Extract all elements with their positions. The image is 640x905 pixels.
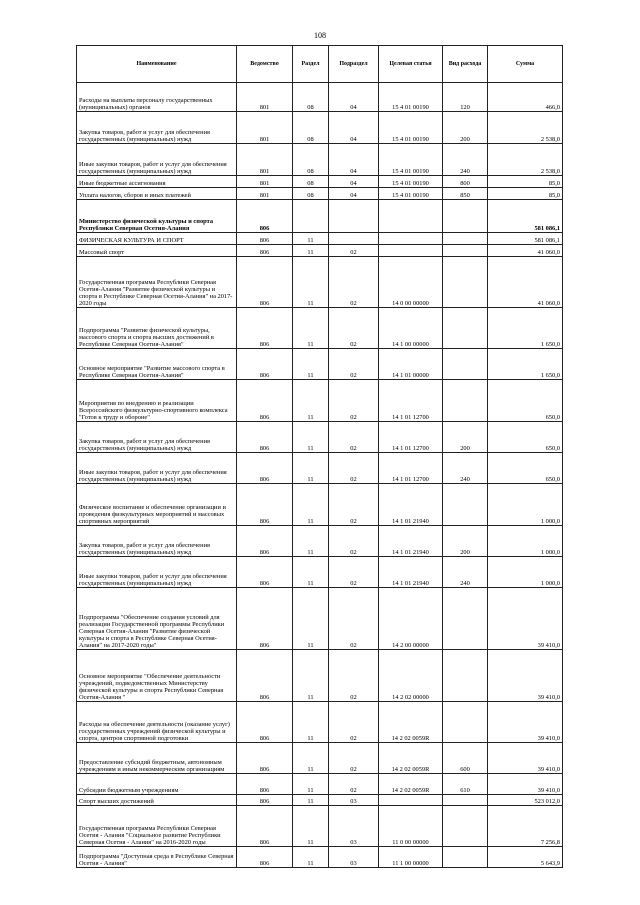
cell-section: 11 xyxy=(293,795,329,806)
cell-amount: 39 410,0 xyxy=(488,743,563,774)
cell-name: Основное мероприятие "Развитие массового спорта в Республике Северная Осетия-Алания" xyxy=(77,349,237,380)
cell-department: 801 xyxy=(237,112,293,144)
cell-section: 11 xyxy=(293,702,329,743)
cell-section: 08 xyxy=(293,188,329,200)
cell-name: Спорт высших достижений xyxy=(77,795,237,806)
cell-department: 806 xyxy=(237,806,293,847)
table-row xyxy=(77,380,563,422)
cell-expense-type: 240 xyxy=(443,557,488,588)
cell-section xyxy=(293,200,329,233)
cell-expense-type xyxy=(443,650,488,702)
budget-table xyxy=(76,45,563,868)
column-header-target-item: Целевая статья xyxy=(379,46,443,83)
cell-section: 11 xyxy=(293,349,329,380)
table-row xyxy=(77,795,563,806)
cell-department: 806 xyxy=(237,702,293,743)
cell-amount: 39 410,0 xyxy=(488,702,563,743)
cell-subsection: 02 xyxy=(329,380,379,422)
cell-target-item: 14 2 02 0059R xyxy=(379,702,443,743)
cell-name: Подпрограмма "Развитие физической культуры, массового спорта и спорта высших достижений в Республике Северная Осетия-Алания" xyxy=(77,308,237,349)
cell-section: 11 xyxy=(293,422,329,453)
cell-name: Министерство физической культуры и спорта Республики Северная Осетия-Алания xyxy=(77,200,237,233)
cell-amount: 7 256,8 xyxy=(488,806,563,847)
cell-department: 806 xyxy=(237,233,293,245)
cell-subsection xyxy=(329,200,379,233)
table-row xyxy=(77,484,563,526)
cell-target-item: 14 1 01 12700 xyxy=(379,380,443,422)
cell-subsection: 03 xyxy=(329,806,379,847)
cell-expense-type xyxy=(443,847,488,868)
table-row xyxy=(77,176,563,188)
cell-target-item: 14 1 01 12700 xyxy=(379,453,443,484)
cell-amount: 650,0 xyxy=(488,422,563,453)
cell-department: 806 xyxy=(237,380,293,422)
table-row xyxy=(77,526,563,557)
table-row xyxy=(77,650,563,702)
table-row xyxy=(77,743,563,774)
cell-section: 11 xyxy=(293,484,329,526)
cell-amount: 650,0 xyxy=(488,380,563,422)
cell-subsection: 02 xyxy=(329,526,379,557)
cell-target-item: 11 1 00 00000 xyxy=(379,847,443,868)
cell-expense-type xyxy=(443,484,488,526)
cell-section: 11 xyxy=(293,526,329,557)
cell-name: Иные закупки товаров, работ и услуг для обеспечения государственных (муниципальных) нужд xyxy=(77,557,237,588)
cell-target-item: 14 2 02 0059R xyxy=(379,774,443,795)
table-header-row xyxy=(77,46,563,83)
cell-expense-type xyxy=(443,308,488,349)
cell-section: 11 xyxy=(293,380,329,422)
cell-target-item: 14 0 00 00000 xyxy=(379,257,443,308)
cell-department: 806 xyxy=(237,308,293,349)
table-row xyxy=(77,422,563,453)
table-row xyxy=(77,233,563,245)
cell-expense-type xyxy=(443,233,488,245)
cell-amount: 1 650,0 xyxy=(488,308,563,349)
cell-target-item: 14 1 01 21940 xyxy=(379,557,443,588)
cell-department: 801 xyxy=(237,83,293,112)
cell-expense-type: 200 xyxy=(443,112,488,144)
cell-section: 08 xyxy=(293,176,329,188)
cell-department: 806 xyxy=(237,422,293,453)
cell-name: Закупка товаров, работ и услуг для обеспечения государственных (муниципальных) нужд xyxy=(77,112,237,144)
cell-name: Иные бюджетные ассигнования xyxy=(77,176,237,188)
column-header-expense-type: Вид расхода xyxy=(443,46,488,83)
cell-department: 806 xyxy=(237,557,293,588)
cell-department: 801 xyxy=(237,144,293,176)
cell-section: 08 xyxy=(293,112,329,144)
cell-expense-type xyxy=(443,702,488,743)
cell-subsection: 02 xyxy=(329,774,379,795)
cell-section: 11 xyxy=(293,806,329,847)
cell-subsection: 02 xyxy=(329,308,379,349)
cell-name: Государственная программа Республики Северная Осетия - Алания "Социальное развитие Республики Северная Осетия - Алания" на 2016-2020 годы xyxy=(77,806,237,847)
cell-name: Иные закупки товаров, работ и услуг для обеспечения государственных (муниципальных) нужд xyxy=(77,144,237,176)
cell-target-item: 14 1 01 21940 xyxy=(379,526,443,557)
column-header-subsection: Подраздел xyxy=(329,46,379,83)
cell-subsection: 02 xyxy=(329,650,379,702)
cell-subsection: 04 xyxy=(329,176,379,188)
cell-department: 806 xyxy=(237,847,293,868)
cell-expense-type: 200 xyxy=(443,526,488,557)
cell-name: Закупка товаров, работ и услуг для обеспечения государственных (муниципальных) нужд xyxy=(77,526,237,557)
cell-amount: 39 410,0 xyxy=(488,774,563,795)
cell-department: 806 xyxy=(237,743,293,774)
cell-name: ФИЗИЧЕСКАЯ КУЛЬТУРА И СПОРТ xyxy=(77,233,237,245)
cell-amount: 41 060,0 xyxy=(488,257,563,308)
cell-amount: 1 650,0 xyxy=(488,349,563,380)
cell-target-item: 15 4 01 00190 xyxy=(379,144,443,176)
table-row xyxy=(77,349,563,380)
cell-subsection: 02 xyxy=(329,743,379,774)
cell-section: 11 xyxy=(293,774,329,795)
cell-section: 11 xyxy=(293,245,329,257)
cell-section: 11 xyxy=(293,308,329,349)
cell-section: 11 xyxy=(293,453,329,484)
column-header-section: Раздел xyxy=(293,46,329,83)
cell-expense-type xyxy=(443,257,488,308)
cell-target-item xyxy=(379,245,443,257)
cell-name: Физическое воспитание и обеспечение организации и проведения физкультурных мероприятий и массовых спортивных мероприятий xyxy=(77,484,237,526)
cell-target-item: 14 1 01 12700 xyxy=(379,422,443,453)
cell-subsection: 02 xyxy=(329,588,379,650)
table-row xyxy=(77,557,563,588)
cell-name: Расходы на обеспечение деятельности (оказание услуг) государственных учреждений физической культуры и спорта, центров спортивной подготовки xyxy=(77,702,237,743)
cell-department: 806 xyxy=(237,349,293,380)
cell-section: 11 xyxy=(293,650,329,702)
cell-name: Государственная программа Республики Северная Осетия-Алания "Развитие физической культуры и спорта в Республике Северная Осетия-Алания" на 2017-2020 годы xyxy=(77,257,237,308)
cell-target-item: 11 0 00 00000 xyxy=(379,806,443,847)
cell-name: Иные закупки товаров, работ и услуг для обеспечения государственных (муниципальных) нужд xyxy=(77,453,237,484)
table-row xyxy=(77,774,563,795)
cell-expense-type: 240 xyxy=(443,453,488,484)
cell-amount: 650,0 xyxy=(488,453,563,484)
cell-amount: 1 000,0 xyxy=(488,484,563,526)
cell-target-item: 15 4 01 00190 xyxy=(379,188,443,200)
cell-name: Уплата налогов, сборов и иных платежей xyxy=(77,188,237,200)
table-row xyxy=(77,702,563,743)
table-row xyxy=(77,588,563,650)
cell-expense-type xyxy=(443,795,488,806)
cell-target-item: 14 1 01 00000 xyxy=(379,349,443,380)
cell-subsection: 03 xyxy=(329,847,379,868)
cell-section: 11 xyxy=(293,743,329,774)
cell-subsection: 02 xyxy=(329,422,379,453)
cell-amount: 581 086,1 xyxy=(488,200,563,233)
cell-name: Предоставление субсидий бюджетным, автономным учреждениям и иным некоммерческим организациям xyxy=(77,743,237,774)
cell-expense-type xyxy=(443,588,488,650)
page-number: 108 xyxy=(314,31,326,40)
cell-section: 11 xyxy=(293,588,329,650)
cell-target-item: 15 4 01 00190 xyxy=(379,83,443,112)
cell-name: Закупка товаров, работ и услуг для обеспечения государственных (муниципальных) нужд xyxy=(77,422,237,453)
cell-department: 806 xyxy=(237,257,293,308)
cell-amount: 1 000,0 xyxy=(488,526,563,557)
cell-department: 806 xyxy=(237,795,293,806)
cell-subsection: 03 xyxy=(329,795,379,806)
table-row xyxy=(77,847,563,868)
cell-department: 806 xyxy=(237,484,293,526)
cell-amount: 85,0 xyxy=(488,176,563,188)
cell-name: Субсидии бюджетным учреждениям xyxy=(77,774,237,795)
cell-amount: 2 538,0 xyxy=(488,112,563,144)
cell-subsection xyxy=(329,233,379,245)
cell-amount: 466,0 xyxy=(488,83,563,112)
cell-department: 806 xyxy=(237,245,293,257)
cell-department: 801 xyxy=(237,176,293,188)
column-header-name: Наименование xyxy=(77,46,237,83)
cell-target-item xyxy=(379,795,443,806)
table-row xyxy=(77,144,563,176)
cell-expense-type xyxy=(443,349,488,380)
table-row xyxy=(77,453,563,484)
cell-department: 806 xyxy=(237,200,293,233)
table-row xyxy=(77,188,563,200)
cell-amount: 41 060,0 xyxy=(488,245,563,257)
cell-target-item xyxy=(379,233,443,245)
cell-subsection: 02 xyxy=(329,702,379,743)
cell-amount: 1 000,0 xyxy=(488,557,563,588)
table-row xyxy=(77,245,563,257)
cell-subsection: 02 xyxy=(329,349,379,380)
table-row xyxy=(77,112,563,144)
cell-department: 801 xyxy=(237,188,293,200)
cell-name: Основное мероприятие "Обеспечение деятельности учреждений, подведомственных Министерству физической культуры и спорта Республики Северная Осетия-Алания " xyxy=(77,650,237,702)
cell-target-item: 14 1 00 00000 xyxy=(379,308,443,349)
cell-expense-type: 120 xyxy=(443,83,488,112)
cell-amount: 581 086,1 xyxy=(488,233,563,245)
cell-expense-type xyxy=(443,245,488,257)
cell-section: 08 xyxy=(293,83,329,112)
cell-subsection: 04 xyxy=(329,112,379,144)
cell-subsection: 04 xyxy=(329,144,379,176)
cell-amount: 5 643,9 xyxy=(488,847,563,868)
cell-section: 11 xyxy=(293,847,329,868)
cell-target-item: 15 4 01 00190 xyxy=(379,112,443,144)
cell-target-item: 14 2 02 00000 xyxy=(379,650,443,702)
column-header-department: Ведомство xyxy=(237,46,293,83)
cell-subsection: 04 xyxy=(329,83,379,112)
cell-target-item: 14 2 02 0059R xyxy=(379,743,443,774)
cell-section: 11 xyxy=(293,233,329,245)
cell-target-item: 14 1 01 21940 xyxy=(379,484,443,526)
cell-department: 806 xyxy=(237,650,293,702)
cell-amount: 85,0 xyxy=(488,188,563,200)
cell-name: Расходы на выплаты персоналу государственных (муниципальных) органов xyxy=(77,83,237,112)
cell-amount: 523 012,0 xyxy=(488,795,563,806)
cell-department: 806 xyxy=(237,774,293,795)
cell-expense-type: 200 xyxy=(443,422,488,453)
cell-expense-type xyxy=(443,200,488,233)
cell-expense-type: 240 xyxy=(443,144,488,176)
cell-amount: 39 410,0 xyxy=(488,650,563,702)
table-row xyxy=(77,806,563,847)
cell-section: 11 xyxy=(293,257,329,308)
cell-section: 08 xyxy=(293,144,329,176)
cell-department: 806 xyxy=(237,588,293,650)
cell-subsection: 02 xyxy=(329,257,379,308)
cell-department: 806 xyxy=(237,526,293,557)
cell-expense-type: 800 xyxy=(443,176,488,188)
cell-expense-type: 610 xyxy=(443,774,488,795)
cell-subsection: 02 xyxy=(329,245,379,257)
cell-name: Массовый спорт xyxy=(77,245,237,257)
column-header-amount: Сумма xyxy=(488,46,563,83)
cell-name: Мероприятия по внедрению и реализации Всероссийского физкультурно-спортивного комплекса "Готов к труду и обороне" xyxy=(77,380,237,422)
cell-expense-type xyxy=(443,806,488,847)
cell-target-item: 15 4 01 00190 xyxy=(379,176,443,188)
cell-department: 806 xyxy=(237,453,293,484)
cell-amount: 39 410,0 xyxy=(488,588,563,650)
cell-expense-type: 850 xyxy=(443,188,488,200)
cell-subsection: 02 xyxy=(329,557,379,588)
cell-subsection: 02 xyxy=(329,453,379,484)
cell-section: 11 xyxy=(293,557,329,588)
table-row xyxy=(77,257,563,308)
cell-target-item: 14 2 00 00000 xyxy=(379,588,443,650)
cell-amount: 2 538,0 xyxy=(488,144,563,176)
cell-expense-type xyxy=(443,380,488,422)
cell-expense-type: 600 xyxy=(443,743,488,774)
cell-target-item xyxy=(379,200,443,233)
cell-name: Подпрограмма "Доступная среда в Республике Северная Осетия - Алания" xyxy=(77,847,237,868)
cell-name: Подпрограмма "Обеспечение создания условий для реализации Государственной программы Республики Северная Осетия-Алания "Развитие физической культуры и спорта в Республике Северная Осетия-Алания" на 2017-2020 годы" xyxy=(77,588,237,650)
table-row xyxy=(77,308,563,349)
cell-subsection: 04 xyxy=(329,188,379,200)
cell-subsection: 02 xyxy=(329,484,379,526)
table-row xyxy=(77,200,563,233)
table-row xyxy=(77,83,563,112)
